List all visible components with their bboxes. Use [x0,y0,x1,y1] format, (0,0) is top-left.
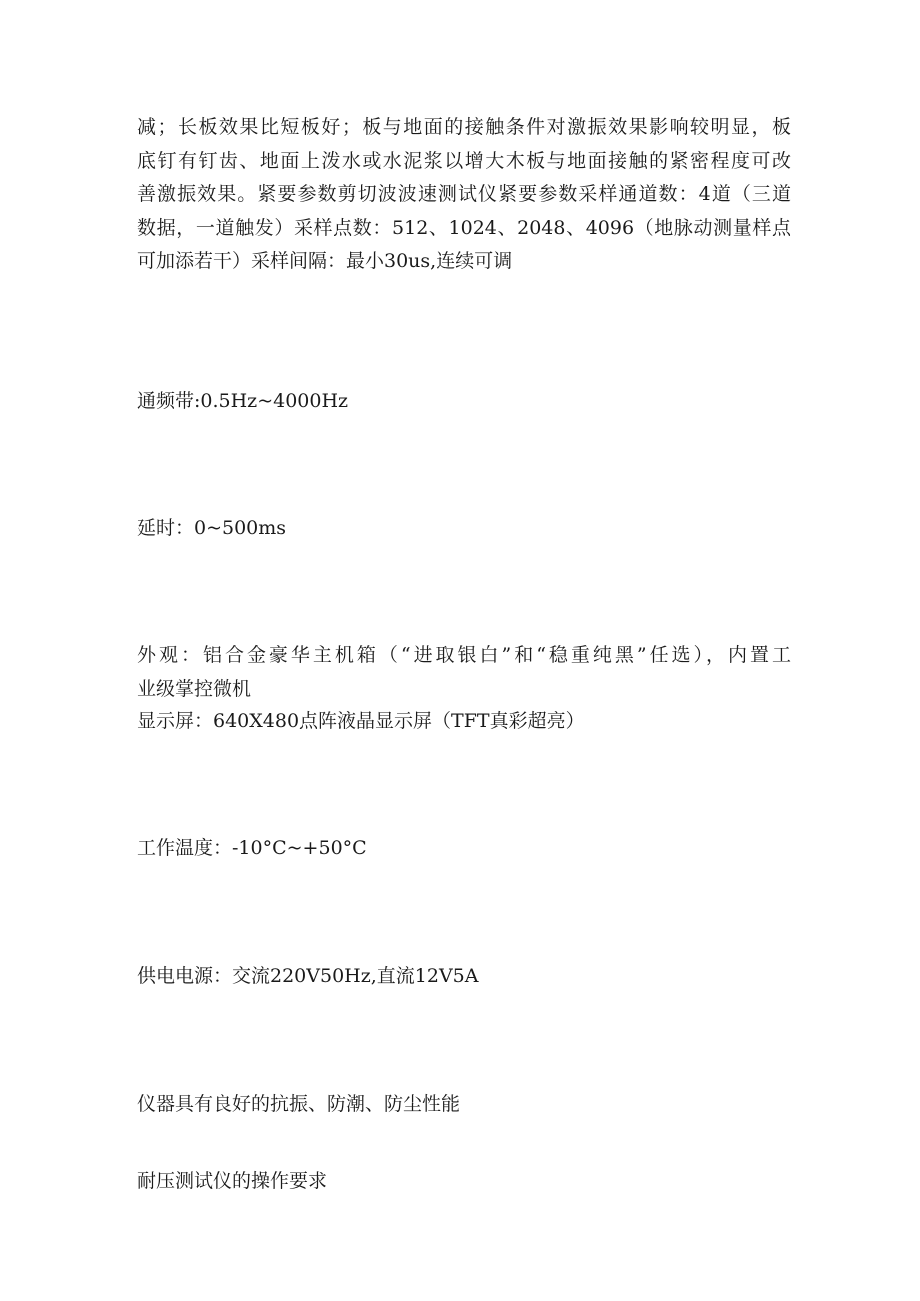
appearance-paragraph [137,639,791,706]
intro-line-2: 底钉有钉齿、地面上泼水或水泥浆以增大木板与地面接触的紧密程度可改 [137,149,791,172]
display-line [137,705,791,739]
display-text: 显示屏：640X480点阵液晶显示屏（TFT真彩超亮） [137,710,585,732]
intro-line-4: 数据，一道触发）采样点数：512、1024、2048、4096（地脉动测量样点 [137,216,791,239]
temperature-line [137,832,791,866]
requirements-heading [137,1165,791,1199]
durability-line [137,1088,791,1122]
passband-line [137,385,791,419]
delay-line [137,512,791,546]
power-line [137,960,791,994]
delay-text: 延时：0~500ms [137,517,287,539]
intro-line-3: 善激振效果。紧要参数剪切波波速测试仪紧要参数采样通道数：4道（三道 [137,183,791,205]
durability-text: 仪器具有良好的抗振、防潮、防尘性能 [137,1093,461,1115]
intro-paragraph [137,111,791,279]
passband-text: 通频带:0.5Hz~4000Hz [137,390,349,412]
requirements-heading-text: 耐压测试仪的操作要求 [137,1170,328,1192]
appearance-line-2: 业级掌控微机 [137,677,252,700]
appearance-line-1: 外观：铝合金豪华主机箱（“进取银白”和“稳重纯黑”任选），内置工 [137,644,791,666]
intro-line-5: 可加添若干）采样间隔：最小30us,连续可调 [137,250,513,272]
power-text: 供电电源：交流220V50Hz,直流12V5A [137,965,479,987]
intro-line-1: 减；长板效果比短板好；板与地面的接触条件对激振效果影响较明显，板 [137,116,791,138]
temperature-text: 工作温度：-10°C~+50°C [137,837,367,859]
